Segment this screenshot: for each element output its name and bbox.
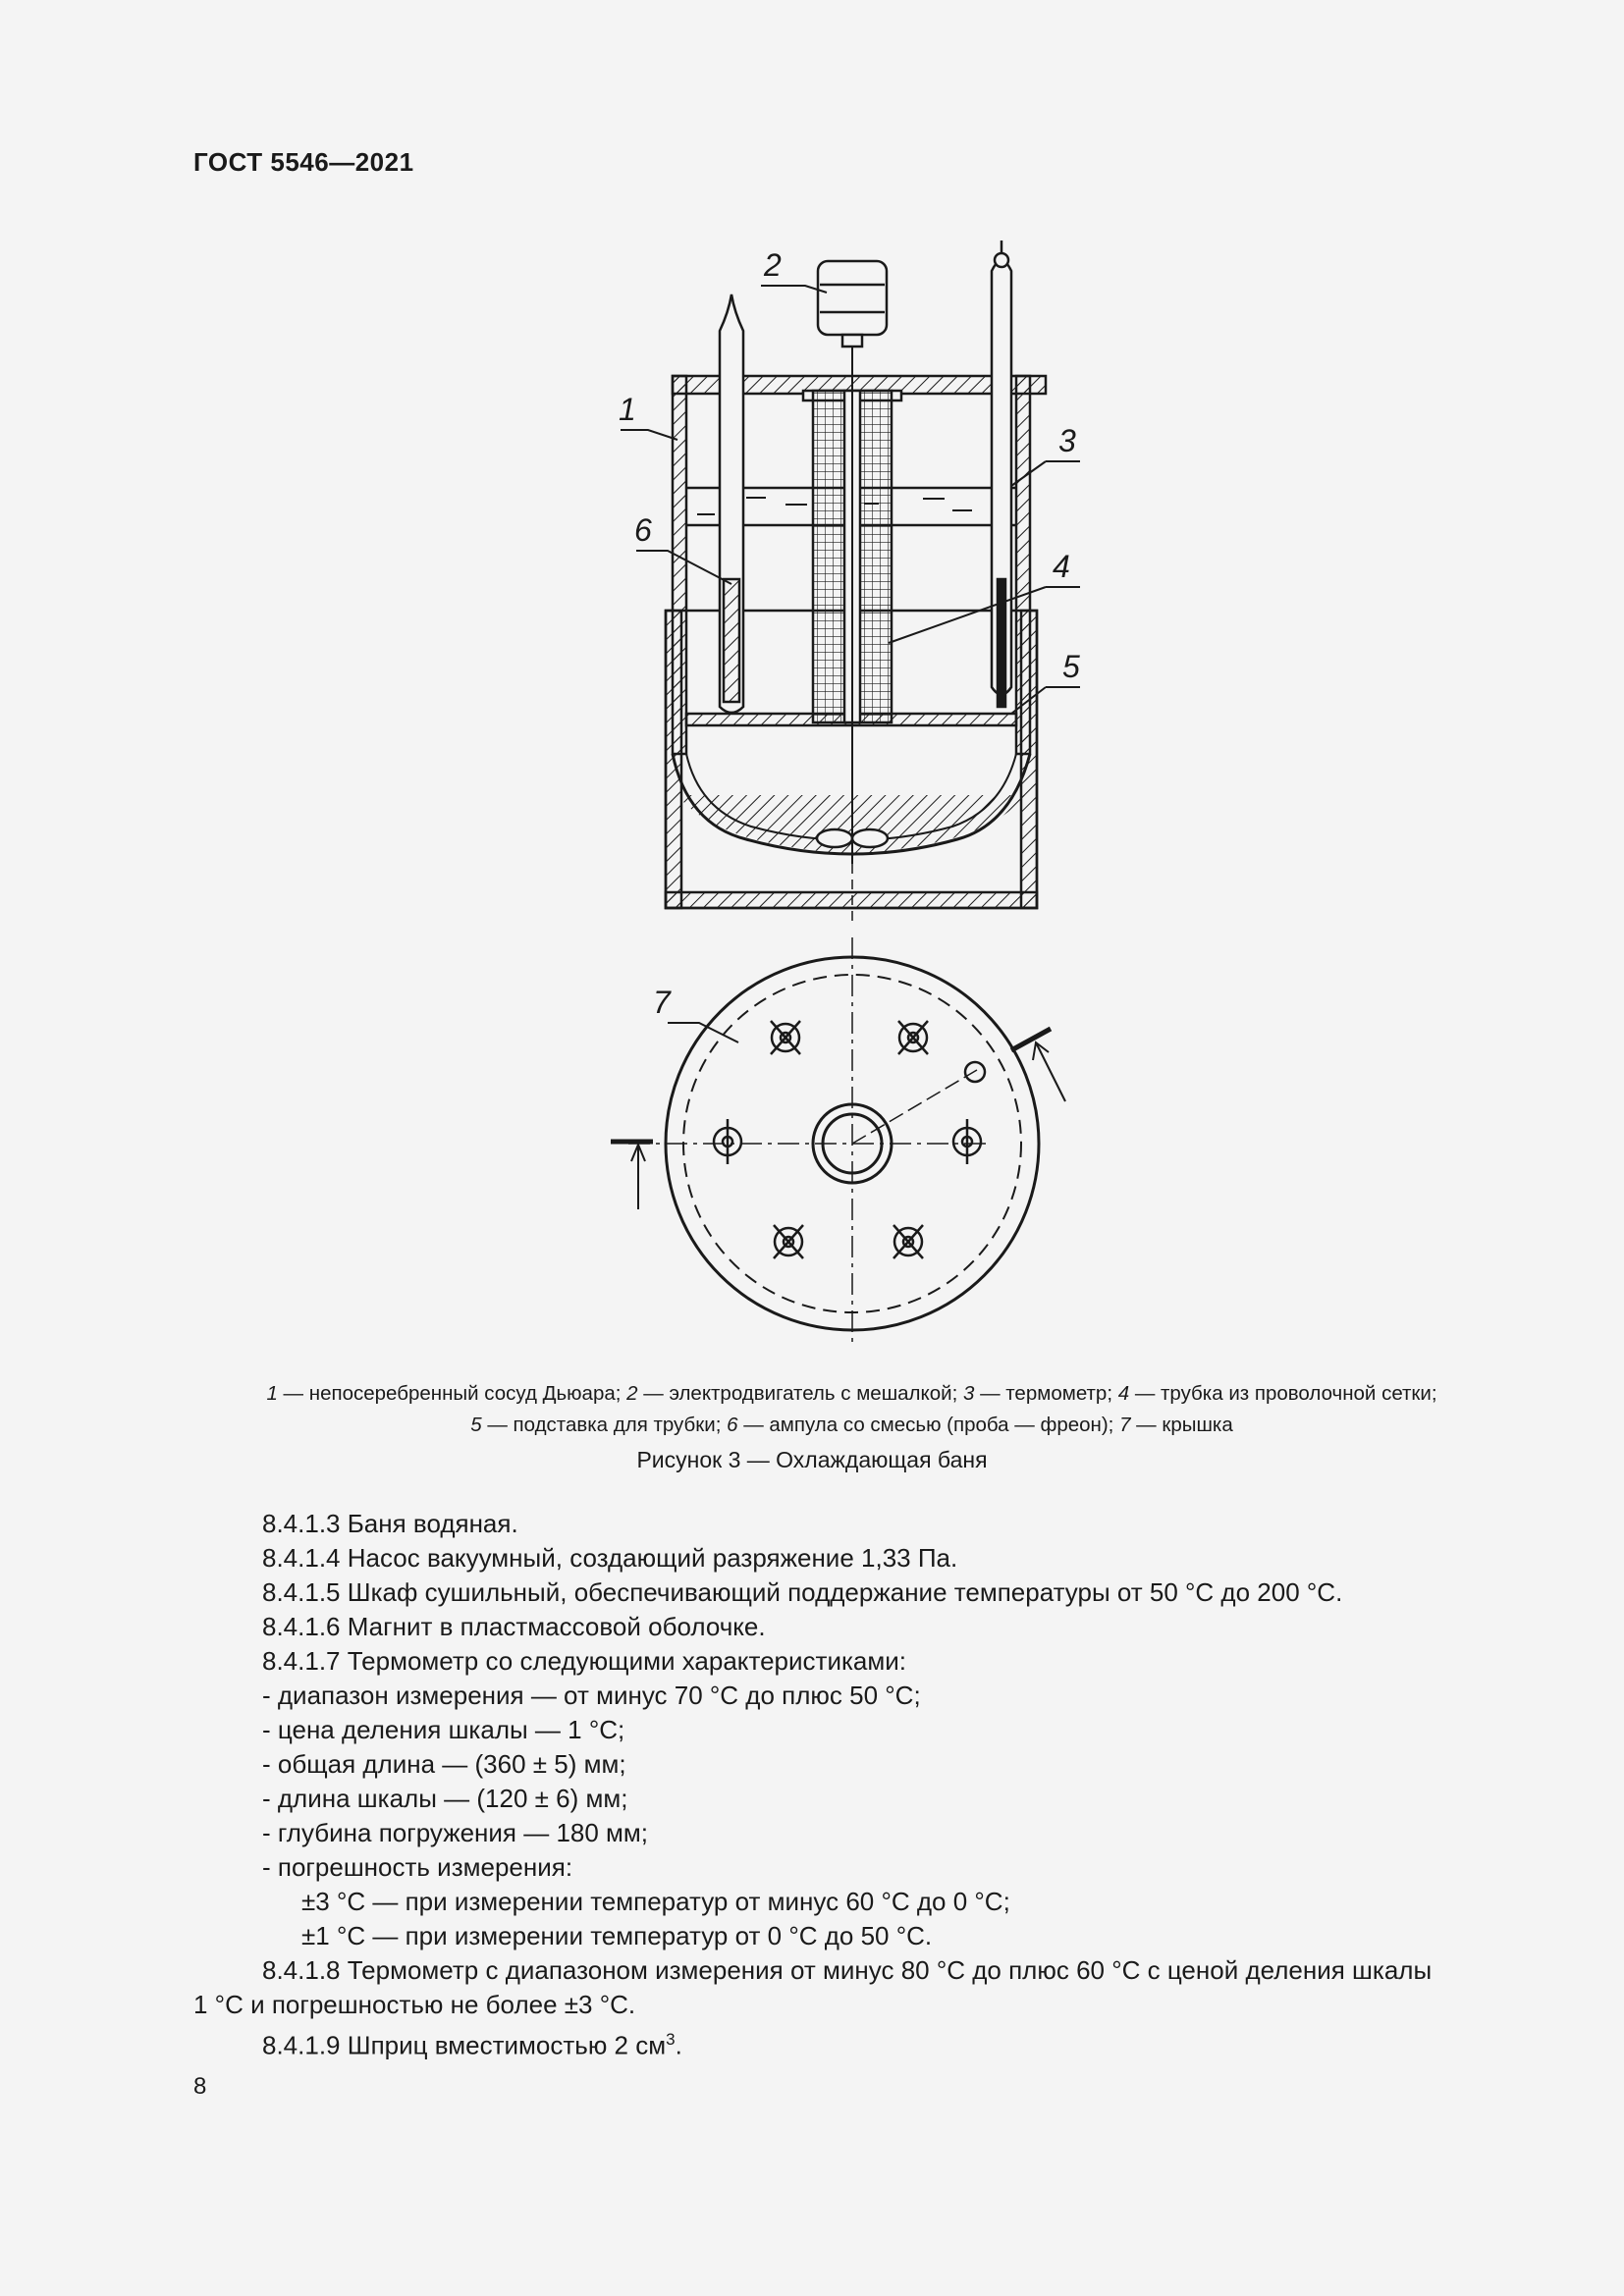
paragraph: 8.4.1.9 Шприц вместимостью 2 $см^3$. — [262, 2030, 682, 2060]
paragraph: 8.4.1.7 Термометр со следующими характеристиками: — [262, 1646, 906, 1676]
label-2: 2 — [764, 247, 782, 283]
list-item: - цена деления шкалы — 1 °С; — [262, 1715, 625, 1744]
sub-list-item: ±1 °С — при измерении температур от 0 °С до 50 °С. — [301, 1921, 933, 1950]
paragraph: 8.4.1.8 Термометр с диапазоном измерения от минус 80 °С до плюс 60 °С с ценой деления шкалы — [262, 1955, 1433, 1985]
label-1: 1 — [619, 392, 636, 427]
list-item: - общая длина — (360 ± 5) мм; — [262, 1749, 626, 1779]
label-5: 5 — [1062, 649, 1080, 684]
list-item: - погрешность измерения: — [262, 1852, 573, 1882]
side-view — [621, 240, 1080, 923]
label-3: 3 — [1058, 423, 1076, 458]
list-item: - глубина погружения — 180 мм; — [262, 1818, 649, 1847]
body-text — [193, 1507, 1529, 2063]
list-item: - диапазон измерения — от минус 70 °С до плюс 50 °С; — [262, 1681, 921, 1710]
paragraph: 8.4.1.5 Шкаф сушильный, обеспечивающий поддержание температуры от 50 °С до 200 °С. — [262, 1577, 1343, 1607]
label-4: 4 — [1053, 549, 1070, 584]
figure-legend: 1 — непосеребренный сосуд Дьюара; 2 — электродвигатель с мешалкой; 3 — термометр; 4 — трубка из проволочной сетки; 5 — подставка для трубки; 6 — ампула со смесью (проба — фреон); 7 — крышка — [266, 1382, 1437, 1436]
top-view — [611, 937, 1065, 1345]
paragraph: 8.4.1.6 Магнит в пластмассовой оболочке. — [262, 1612, 766, 1641]
cooling-bath-figure — [589, 236, 1080, 1364]
document-header: ГОСТ 5546—2021 — [193, 147, 414, 177]
label-6: 6 — [634, 512, 652, 548]
paragraph: 8.4.1.4 Насос вакуумный, создающий разряжение 1,33 Па. — [262, 1543, 958, 1573]
page-number: 8 — [193, 2073, 207, 2100]
sub-list-item: ±3 °С — при измерении температур от минус 60 °С до 0 °С; — [301, 1887, 1010, 1916]
figure-title: Рисунок 3 — Охлаждающая баня — [636, 1447, 988, 1472]
label-7: 7 — [653, 985, 671, 1020]
paragraph: 8.4.1.3 Баня водяная. — [262, 1509, 518, 1538]
list-item: - длина шкалы — (120 ± 6) мм; — [262, 1784, 628, 1813]
paragraph-continuation: 1 °С и погрешностью не более ±3 °С. — [193, 1990, 636, 2019]
